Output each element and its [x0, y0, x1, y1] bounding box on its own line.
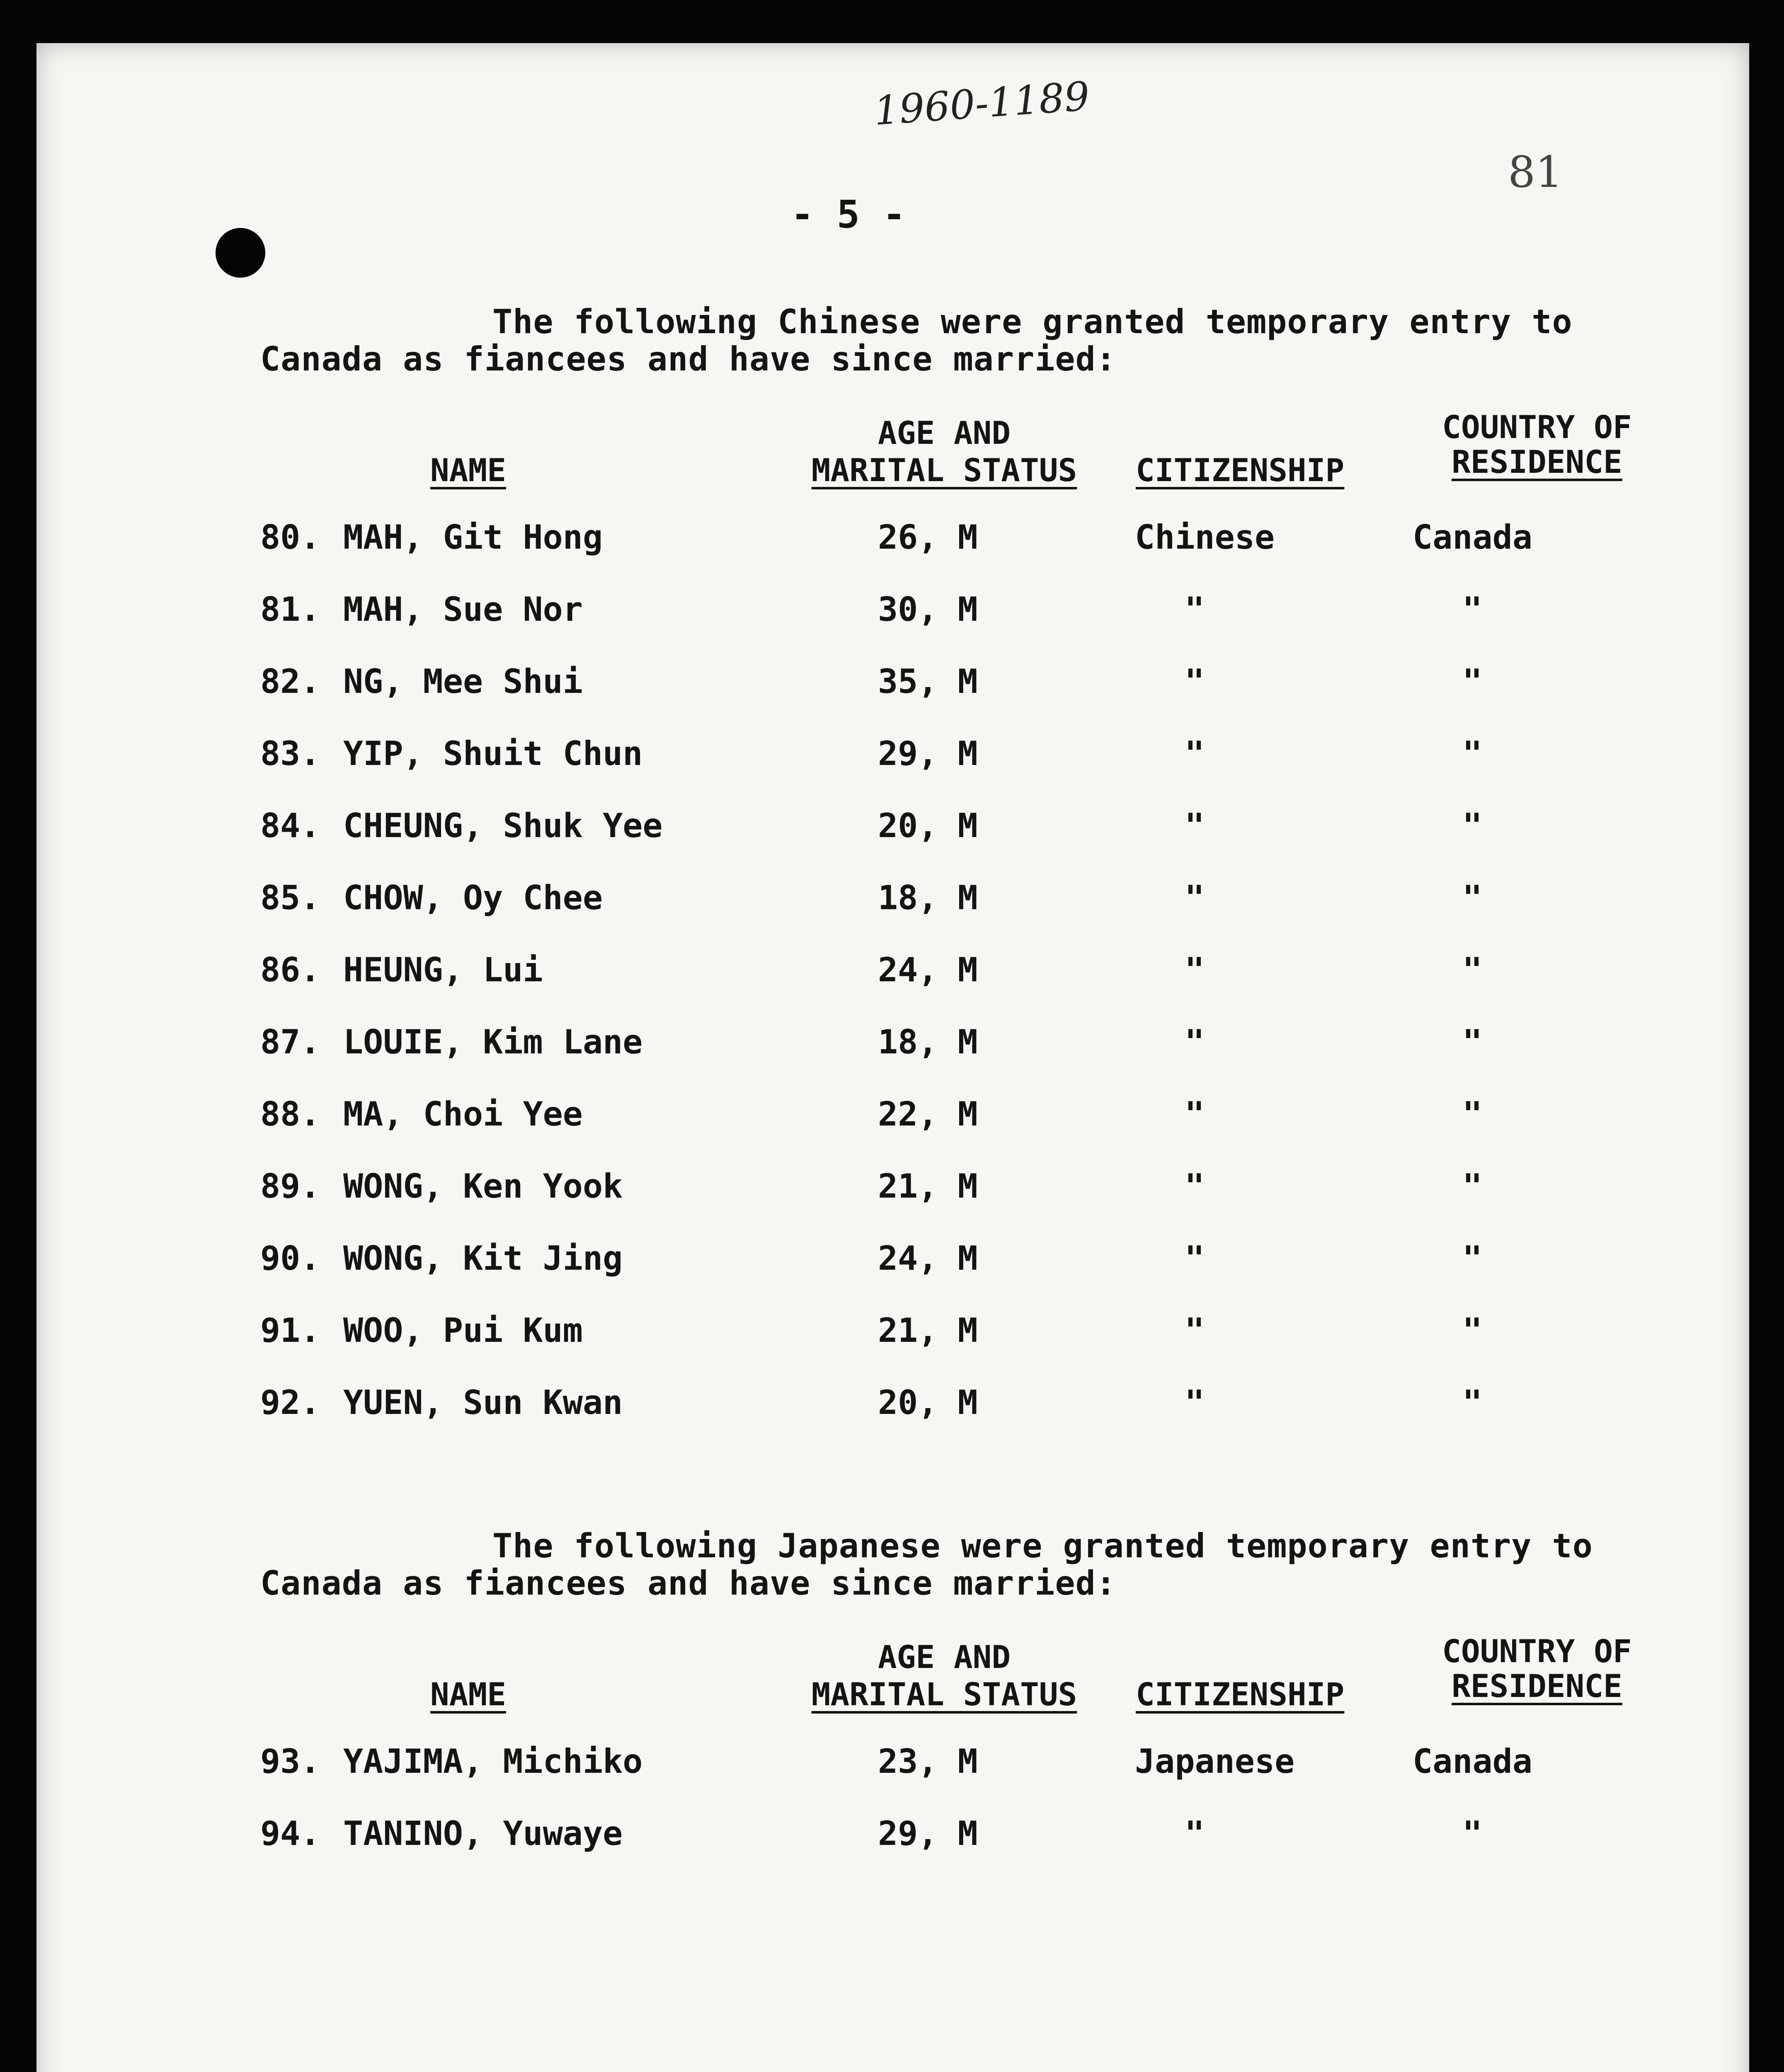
row-number: 90. [260, 1239, 320, 1278]
row-citizenship: " [1185, 951, 1205, 989]
row-country: " [1462, 1311, 1483, 1350]
row-age: 35, M [878, 662, 978, 701]
chinese-col-citizenship: CITIZENSHIP [1136, 452, 1345, 489]
row-number: 83. [260, 734, 320, 773]
japanese-intro-line2: Canada as fiancees and have since married: [260, 1564, 1116, 1602]
row-number: 87. [260, 1023, 320, 1061]
row-citizenship: " [1185, 1095, 1205, 1133]
row-age: 30, M [878, 590, 978, 629]
table-row [36, 1167, 1749, 1213]
chinese-col-country-line2: RESIDENCE [1452, 443, 1622, 480]
row-number: 85. [260, 879, 320, 917]
row-country: " [1462, 662, 1483, 701]
table-row [36, 951, 1749, 996]
row-age: 29, M [878, 1814, 978, 1853]
row-age: 22, M [878, 1095, 978, 1133]
table-row [36, 1311, 1749, 1357]
row-age: 26, M [878, 518, 978, 557]
row-age: 24, M [878, 1239, 978, 1278]
row-age: 20, M [878, 1383, 978, 1422]
row-name: NG, Mee Shui [343, 662, 583, 701]
row-age: 20, M [878, 806, 978, 845]
row-number: 84. [260, 806, 320, 845]
japanese-col-age-line1: AGE AND [877, 1639, 1011, 1675]
table-row [36, 734, 1749, 780]
row-name: YIP, Shuit Chun [343, 734, 643, 773]
row-country: " [1462, 1239, 1483, 1278]
table-row [36, 662, 1749, 708]
row-citizenship: " [1185, 1023, 1205, 1061]
row-citizenship: Chinese [1135, 518, 1275, 557]
row-country: " [1462, 1814, 1483, 1853]
row-name: WONG, Kit Jing [343, 1239, 623, 1278]
row-country: " [1462, 951, 1483, 989]
row-age: 18, M [878, 879, 978, 917]
row-name: CHOW, Oy Chee [343, 879, 603, 917]
row-number: 89. [260, 1167, 320, 1205]
row-number: 82. [260, 662, 320, 701]
row-citizenship: " [1185, 590, 1205, 629]
row-country: Canada [1413, 1742, 1532, 1781]
row-number: 91. [260, 1311, 320, 1350]
chinese-col-age-line2: MARITAL STATUS [811, 452, 1077, 489]
row-number: 92. [260, 1383, 320, 1422]
japanese-col-citizenship: CITIZENSHIP [1136, 1676, 1345, 1713]
chinese-col-age-line1: AGE AND [877, 414, 1011, 451]
table-row [36, 1239, 1749, 1285]
row-name: CHEUNG, Shuk Yee [343, 806, 663, 845]
handwritten-reference: 1960-1189 [872, 73, 1091, 135]
row-age: 21, M [878, 1167, 978, 1205]
row-name: MAH, Git Hong [343, 518, 603, 557]
japanese-col-age-line2: MARITAL STATUS [811, 1676, 1077, 1713]
row-name: TANINO, Yuwaye [343, 1814, 623, 1853]
row-number: 94. [260, 1814, 320, 1853]
row-citizenship: " [1185, 734, 1205, 773]
row-country: " [1462, 1383, 1483, 1422]
table-row [36, 518, 1749, 564]
row-citizenship: " [1185, 1383, 1205, 1422]
row-country: " [1462, 806, 1483, 845]
row-name: WONG, Ken Yook [343, 1167, 623, 1205]
document-page [36, 43, 1749, 2072]
row-name: YUEN, Sun Kwan [343, 1383, 623, 1422]
row-number: 81. [260, 590, 320, 629]
row-citizenship: " [1185, 1311, 1205, 1350]
row-name: MAH, Sue Nor [343, 590, 583, 629]
row-age: 24, M [878, 951, 978, 989]
row-number: 88. [260, 1095, 320, 1133]
row-name: YAJIMA, Michiko [343, 1742, 643, 1781]
row-age: 29, M [878, 734, 978, 773]
row-country: " [1462, 1095, 1483, 1133]
row-age: 21, M [878, 1311, 978, 1350]
row-name: HEUNG, Lui [343, 951, 543, 989]
table-row [36, 879, 1749, 924]
table-row [36, 1742, 1749, 1788]
row-country: Canada [1413, 518, 1532, 557]
chinese-intro-line2: Canada as fiancees and have since married: [260, 340, 1116, 378]
japanese-intro-line1: The following Japanese were granted temporary entry to [492, 1527, 1593, 1565]
row-age: 18, M [878, 1023, 978, 1061]
row-number: 86. [260, 951, 320, 989]
table-row [36, 806, 1749, 852]
table-row [36, 1383, 1749, 1429]
corner-page-number: 81 [1508, 147, 1563, 197]
row-name: MA, Choi Yee [343, 1095, 583, 1133]
row-country: " [1462, 879, 1483, 917]
table-row [36, 590, 1749, 636]
table-row [36, 1095, 1749, 1140]
chinese-col-name: NAME [430, 452, 507, 489]
row-country: " [1462, 1023, 1483, 1061]
japanese-col-name: NAME [430, 1676, 507, 1713]
row-citizenship: " [1185, 879, 1205, 917]
row-citizenship: " [1185, 1239, 1205, 1278]
row-country: " [1462, 590, 1483, 629]
row-country: " [1462, 734, 1483, 773]
row-number: 80. [260, 518, 320, 557]
row-citizenship: " [1185, 1814, 1205, 1853]
table-row [36, 1814, 1749, 1860]
chinese-intro-line1: The following Chinese were granted temporary entry to [492, 303, 1573, 341]
row-age: 23, M [878, 1742, 978, 1781]
row-citizenship: " [1185, 662, 1205, 701]
punch-hole [216, 228, 265, 278]
row-name: WOO, Pui Kum [343, 1311, 583, 1350]
row-number: 93. [260, 1742, 320, 1781]
japanese-col-country-line1: COUNTRY OF [1442, 1633, 1632, 1670]
table-row [36, 1023, 1749, 1068]
row-country: " [1462, 1167, 1483, 1205]
page-marker: - 5 - [791, 192, 906, 237]
row-name: LOUIE, Kim Lane [343, 1023, 643, 1061]
chinese-col-country-line1: COUNTRY OF [1442, 409, 1632, 445]
japanese-col-country-line2: RESIDENCE [1452, 1668, 1622, 1704]
row-citizenship: " [1185, 806, 1205, 845]
row-citizenship: " [1185, 1167, 1205, 1205]
row-citizenship: Japanese [1135, 1742, 1295, 1781]
